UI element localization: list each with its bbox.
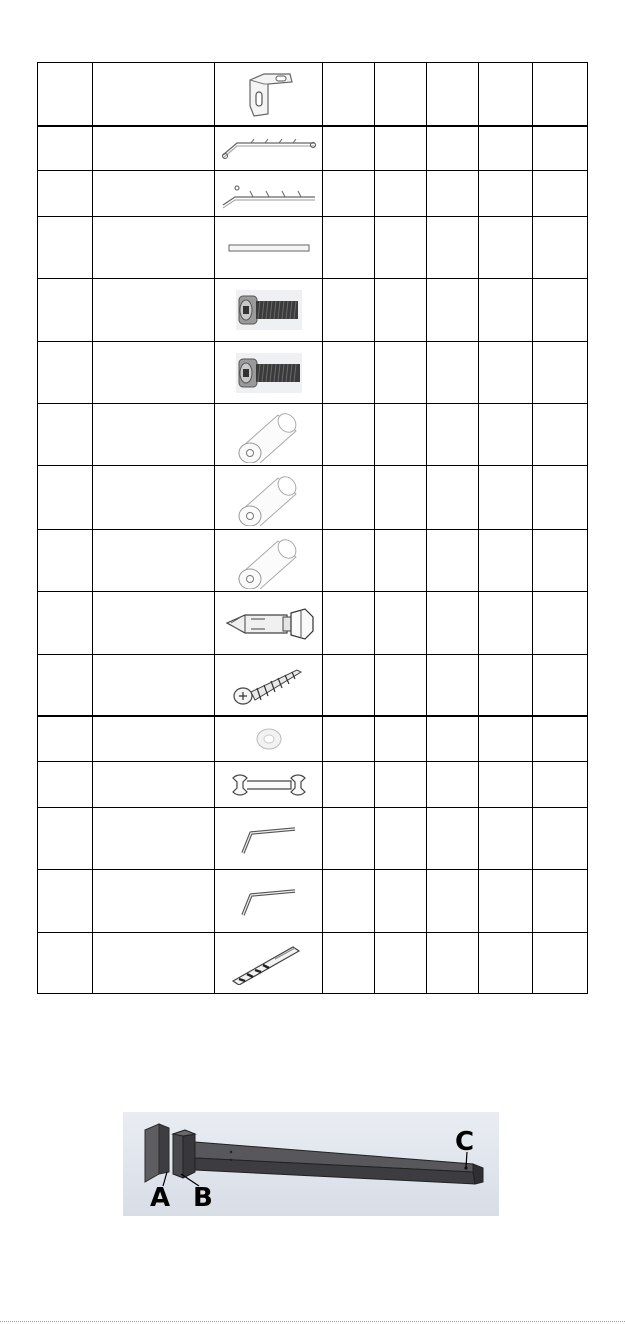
footer-dotted-line: [0, 1321, 625, 1323]
table-cell: [93, 870, 215, 933]
table-row: [38, 342, 588, 404]
table-cell: [533, 762, 588, 808]
table-cell: [38, 126, 93, 171]
table-cell: [38, 716, 93, 762]
table-row: [38, 530, 588, 592]
table-row: [38, 217, 588, 279]
table-cell: [479, 466, 533, 530]
table-cell: [375, 404, 427, 466]
table-cell-image: [215, 762, 323, 808]
table-cell: [93, 279, 215, 342]
table-cell: [427, 63, 479, 126]
table-cell: [533, 592, 588, 655]
table-cell: [323, 762, 375, 808]
table-cell: [375, 933, 427, 994]
table-cell: [479, 404, 533, 466]
table-cell: [479, 530, 533, 592]
table-cell: [479, 655, 533, 716]
table-cell: [38, 808, 93, 870]
table-cell: [93, 342, 215, 404]
socket-bolt-long-icon: [236, 353, 302, 393]
table-cell-image: [215, 655, 323, 716]
sleeve-part: [173, 1130, 195, 1178]
table-cell: [427, 279, 479, 342]
table-cell: [323, 592, 375, 655]
table-cell: [427, 126, 479, 171]
table-cell: [323, 530, 375, 592]
socket-bolt-short-icon: [236, 290, 302, 330]
table-cell: [323, 933, 375, 994]
table-cell-image: [215, 404, 323, 466]
table-cell: [427, 530, 479, 592]
table-cell: [323, 655, 375, 716]
table-cell: [375, 870, 427, 933]
table-cell: [427, 592, 479, 655]
table-row: [38, 808, 588, 870]
table-cell: [427, 342, 479, 404]
table-cell-image: [215, 466, 323, 530]
table-cell: [375, 716, 427, 762]
table-cell: [375, 530, 427, 592]
table-cell: [427, 466, 479, 530]
table-cell: [38, 466, 93, 530]
table-cell: [533, 217, 588, 279]
table-cell: [38, 530, 93, 592]
table-row: [38, 870, 588, 933]
table-cell: [427, 404, 479, 466]
table-cell: [93, 655, 215, 716]
table-row: [38, 466, 588, 530]
table-row: [38, 933, 588, 994]
table-cell: [427, 808, 479, 870]
label-b: B: [193, 1183, 213, 1213]
table-cell: [323, 171, 375, 217]
barrel-nut-icon: [234, 470, 304, 526]
table-row: [38, 404, 588, 466]
table-cell: [38, 279, 93, 342]
hook-bar-right-icon: [219, 179, 319, 209]
table-cell: [533, 126, 588, 171]
table-cell-image: [215, 171, 323, 217]
table-cell-image: [215, 342, 323, 404]
table-cell: [38, 342, 93, 404]
table-cell: [93, 126, 215, 171]
table-cell: [533, 404, 588, 466]
table-row: [38, 279, 588, 342]
drill-bit-icon: [229, 941, 309, 985]
hex-key-icon: [239, 881, 299, 921]
table-cell: [93, 933, 215, 994]
table-cell: [38, 171, 93, 217]
table-cell-image: [215, 808, 323, 870]
table-cell: [479, 592, 533, 655]
table-row: [38, 126, 588, 171]
table-cell: [375, 63, 427, 126]
table-cell: [323, 63, 375, 126]
table-cell: [427, 655, 479, 716]
barrel-nut-icon: [234, 533, 304, 589]
table-cell-image: [215, 870, 323, 933]
table-cell: [323, 404, 375, 466]
table-cell: [533, 870, 588, 933]
table-cell: [479, 217, 533, 279]
table-cell: [533, 530, 588, 592]
table-cell: [38, 217, 93, 279]
table-cell: [323, 217, 375, 279]
table-row: [38, 655, 588, 716]
table-cell: [479, 279, 533, 342]
table-cell: [427, 762, 479, 808]
table-cell: [427, 217, 479, 279]
wood-screw-icon: [231, 662, 307, 708]
table-cell: [323, 808, 375, 870]
table-cell: [533, 342, 588, 404]
table-cell-image: [215, 63, 323, 126]
table-cell-image: [215, 530, 323, 592]
washer-icon: [254, 726, 284, 752]
table-row: [38, 592, 588, 655]
table-row: [38, 171, 588, 217]
table-cell: [375, 762, 427, 808]
table-cell: [93, 217, 215, 279]
table-cell-image: [215, 716, 323, 762]
table-cell: [93, 530, 215, 592]
table-cell: [38, 404, 93, 466]
table-cell: [533, 655, 588, 716]
table-cell: [533, 808, 588, 870]
table-cell: [375, 808, 427, 870]
table-cell: [323, 870, 375, 933]
table-cell: [38, 762, 93, 808]
table-row: [38, 716, 588, 762]
table-cell: [427, 171, 479, 217]
table-cell: [533, 63, 588, 126]
table-cell: [479, 171, 533, 217]
table-cell: [427, 716, 479, 762]
parts-table: [37, 62, 588, 994]
table-cell: [38, 63, 93, 126]
table-cell-image: [215, 126, 323, 171]
table-cell-image: [215, 217, 323, 279]
table-cell: [93, 404, 215, 466]
hex-key-icon: [239, 819, 299, 859]
table-cell: [479, 933, 533, 994]
table-cell: [323, 716, 375, 762]
table-cell: [533, 716, 588, 762]
table-cell: [323, 126, 375, 171]
table-cell: [533, 171, 588, 217]
table-cell: [479, 808, 533, 870]
table-cell: [323, 466, 375, 530]
table-cell: [375, 342, 427, 404]
table-cell: [375, 126, 427, 171]
table-cell: [323, 279, 375, 342]
table-cell: [427, 933, 479, 994]
table-cell: [93, 762, 215, 808]
table-cell: [375, 655, 427, 716]
barrel-nut-icon: [234, 407, 304, 463]
table-cell: [479, 716, 533, 762]
table-cell: [38, 592, 93, 655]
table-cell-image: [215, 592, 323, 655]
table-cell: [375, 171, 427, 217]
flat-bar-icon: [227, 241, 311, 255]
table-cell: [375, 592, 427, 655]
table-cell: [93, 171, 215, 217]
table-cell-image: [215, 933, 323, 994]
table-cell: [38, 655, 93, 716]
table-cell: [375, 466, 427, 530]
table-cell: [38, 870, 93, 933]
table-cell: [93, 466, 215, 530]
table-cell: [427, 870, 479, 933]
wrench-icon: [229, 770, 309, 800]
table-cell: [375, 279, 427, 342]
table-cell: [93, 716, 215, 762]
bracket-arm-diagram: [123, 1112, 499, 1216]
table-cell: [479, 762, 533, 808]
label-c: C: [455, 1127, 475, 1157]
table-cell: [38, 933, 93, 994]
table-cell: [479, 63, 533, 126]
table-cell-image: [215, 279, 323, 342]
table-cell: [533, 933, 588, 994]
table-cell: [533, 466, 588, 530]
table-cell: [479, 870, 533, 933]
table-cell: [375, 217, 427, 279]
table-cell: [479, 342, 533, 404]
table-row: [38, 63, 588, 126]
l-bracket-icon: [234, 70, 304, 118]
label-a: A: [150, 1183, 171, 1213]
table-cell: [93, 592, 215, 655]
table-cell: [93, 63, 215, 126]
table-row: [38, 762, 588, 808]
table-cell: [479, 126, 533, 171]
table-cell: [323, 342, 375, 404]
hook-bar-left-icon: [219, 133, 319, 163]
table-cell: [93, 808, 215, 870]
sleeve-anchor-bolt-icon: [221, 603, 317, 643]
table-cell: [533, 279, 588, 342]
